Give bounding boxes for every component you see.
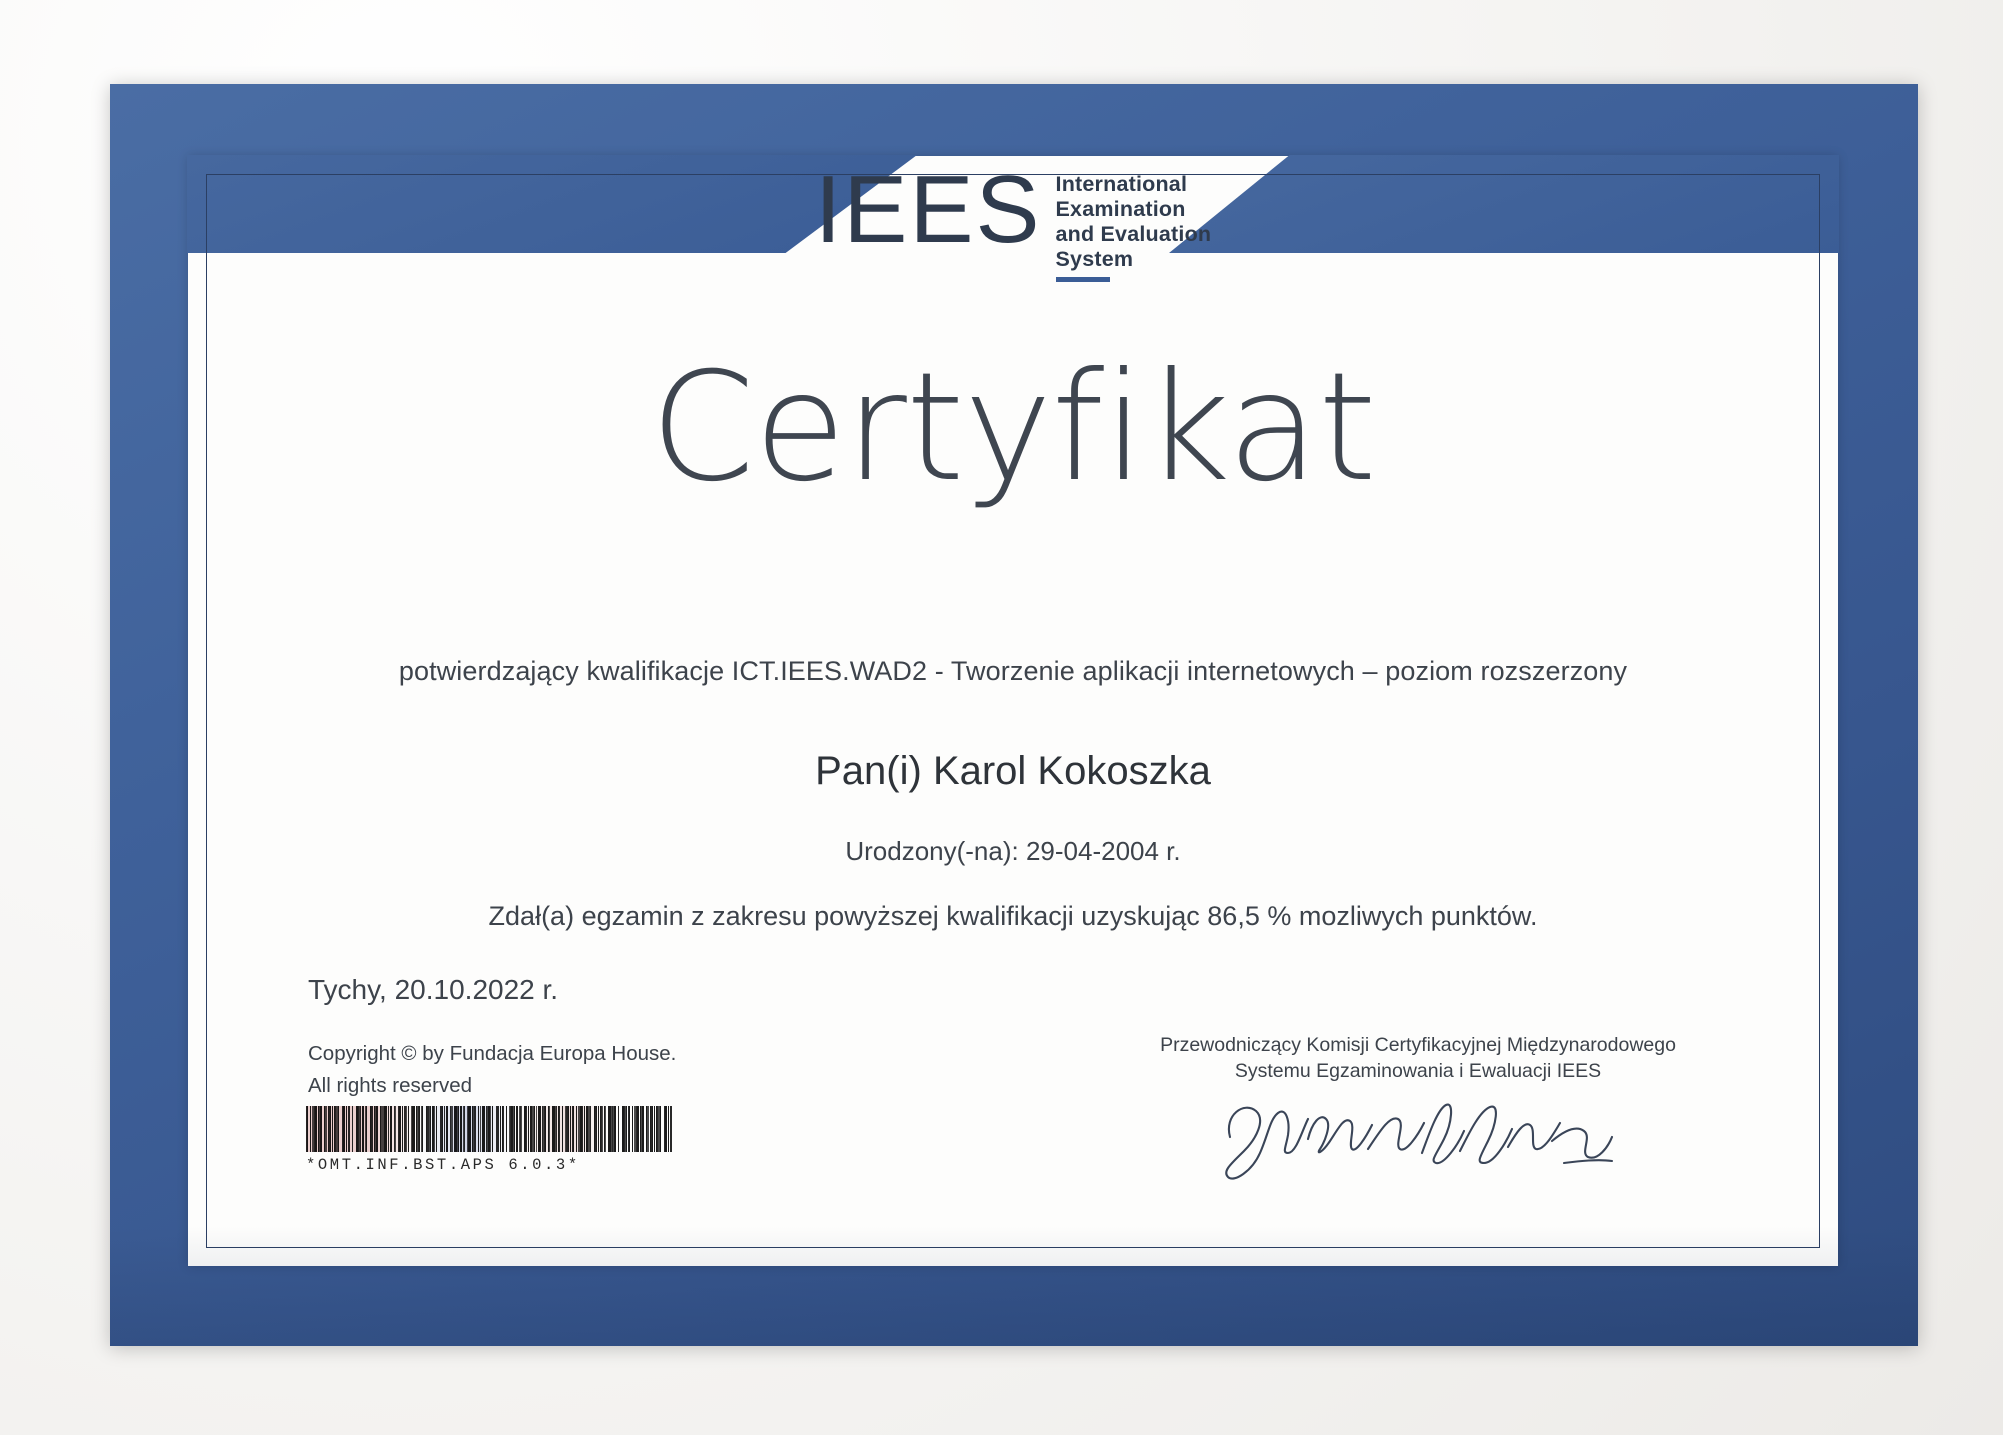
certificate-body	[268, 656, 1758, 932]
iees-logo-line-1: International	[1055, 172, 1188, 196]
iees-logo-line-2: Examination	[1055, 196, 1186, 221]
iees-logo-subtitle	[1056, 172, 1212, 282]
copyright-line-1: Copyright © by Fundacja Europa House.	[308, 1042, 677, 1065]
iees-logo-line-3: and Evaluation	[1055, 221, 1212, 246]
iees-logo-line-4: System	[1055, 246, 1134, 271]
barcode-code-text: *OMT.INF.BST.APS 6.0.3*	[306, 1156, 580, 1174]
birth-date-line: Urodzony(-na): 29-04-2004 r.	[845, 836, 1181, 866]
copyright-line-2: All rights reserved	[308, 1073, 473, 1097]
signature-block	[1108, 1032, 1728, 1187]
certificate-sheet	[188, 156, 1838, 1266]
certificate-title: Certyfikat	[650, 341, 1376, 515]
copyright-block	[308, 1038, 676, 1102]
iees-logo-underline	[1056, 277, 1110, 282]
result-line: Zdał(a) egzamin z zakresu powyższej kwalifikacji uzyskując 86,5 % mozliwych punktów.	[488, 901, 1538, 931]
signature-title-line-1: Przewodniczący Komisji Certyfikacyjnej Międzynarodowego	[1160, 1034, 1676, 1056]
handwritten-signature	[1108, 1091, 1728, 1187]
barcode-block	[306, 1106, 676, 1174]
recipient-name: Pan(i) Karol Kokoszka	[815, 749, 1211, 793]
place-and-date: Tychy, 20.10.2022 r.	[308, 974, 559, 1005]
iees-logo-mark: IEES	[814, 156, 1042, 263]
certificate-blue-frame	[110, 84, 1918, 1346]
iees-logo	[188, 158, 1838, 278]
qualification-line: potwierdzający kwalifikacje ICT.IEES.WAD2 - Tworzenie aplikacji internetowych – poziom rozszerzony	[398, 656, 1628, 686]
signature-title-line-2: Systemu Egzaminowania i Ewaluacji IEES	[1234, 1060, 1602, 1083]
barcode-color-tint	[306, 1106, 674, 1152]
signature-title	[1108, 1032, 1728, 1085]
